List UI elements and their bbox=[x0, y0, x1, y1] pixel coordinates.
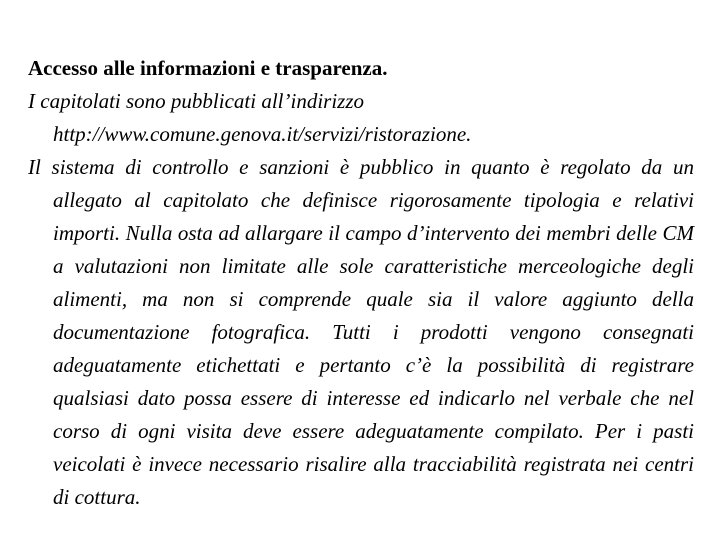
paragraph-capitolati-suffix: . bbox=[466, 122, 472, 146]
ristorazione-link[interactable]: http://www.comune.genova.it/servizi/ristorazione bbox=[53, 122, 467, 146]
slide-content bbox=[28, 52, 694, 514]
paragraph-capitolati bbox=[28, 85, 694, 151]
paragraph-controllo: Il sistema di controllo e sanzioni è pubblico in quanto è regolato da un allegato al capitolato che definisce rigorosamente tipologia e relativi importi. Nulla osta ad allargare il campo d’intervento dei membri delle CM a valutazioni non limitate alle sole caratteristiche merceologiche degli alimenti, ma non si comprende quale sia il valore aggiunto della documentazione fotografica. Tutti i prodotti vengono consegnati adeguatamente etichettati e pertanto c’è la possibilità di registrare qualsiasi dato possa essere di interesse ed indicarlo nel verbale che nel corso di ogni visita deve essere adeguatamente compilato. Per i pasti veicolati è invece necessario risalire alla tracciabilità registrata nei centri di cottura. bbox=[28, 155, 694, 509]
slide-heading: Accesso alle informazioni e trasparenza. bbox=[28, 56, 388, 80]
paragraph-capitolati-text: I capitolati sono pubblicati all’indirizzo bbox=[28, 89, 364, 113]
